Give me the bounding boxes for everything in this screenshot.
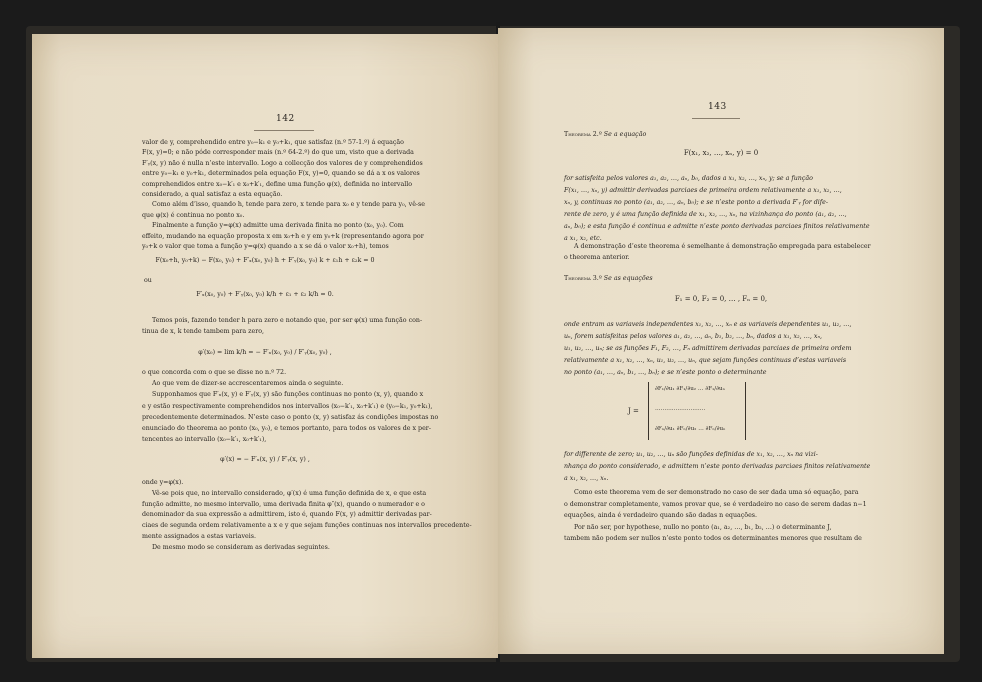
theorem-3-label: Theorema 3.º <box>564 275 602 282</box>
text-line: xₙ, y, continuas no ponto (a₁, a₂, …, aₙ, b₀); e se n’este ponto a derivada F′ᵧ for dife- <box>564 199 828 206</box>
text-line: Como além d’isso, quando h, tende para zero, x tende para x₀ e y tende para y₀, vê-se <box>152 201 426 209</box>
text-line: comprehendidos entre x₀−k′₁ e x₀+k′₁, define uma função φ(x), definida no intervallo <box>142 180 413 188</box>
text-line: Supponhamos que F′ₓ(x, y) e F′ᵧ(x, y) são funções continuas no ponto (x, y), quando x <box>152 391 424 399</box>
determinant-label: J = <box>628 407 639 415</box>
text-line: effeito, mudando na equação proposta x em x₀+h e y em y₀+k (representando agora por <box>142 232 424 240</box>
text-line: considerado, a qual satisfaz a esta equação. <box>142 191 283 198</box>
text-line: Por não ser, por hypothese, nullo no ponto (a₁, a₂, …, b₁, b₂, …) o determinante J, <box>574 523 832 531</box>
text-ou: ou <box>144 277 152 284</box>
text-line: Como este theorema vem de ser demonstrado no caso de ser dada uma só equação, para <box>574 489 859 496</box>
theorem-3-heading <box>564 276 653 282</box>
determinant-row: ∂Fₙ/∂u₁ ∂Fₙ/∂u₂ … ∂Fₙ/∂uₙ <box>655 426 726 432</box>
theorem-2-label: Theorema 2.º <box>564 131 602 138</box>
page-number-left: 142 <box>276 114 295 124</box>
determinant-row: ……………………… <box>655 406 706 412</box>
text-line: tambem não podem ser nullos n’este ponto todos os determinantes menores que resultam de <box>564 535 862 542</box>
text-line: F(x, y)=0; e não póde corresponder mais (n.º 64-2.º) do que um, visto que a derivada <box>142 149 414 157</box>
text-line: valor de y, comprehendido entre y₀−k₁ e y₀+k₁, que satisfaz (n.º 57-1.º) á equação <box>142 139 404 146</box>
equation-t3: F₁ = 0, F₂ = 0, … , Fₙ = 0, <box>674 295 768 303</box>
left-page <box>32 34 498 658</box>
text-line: F′ᵧ(x, y) não é nulla n’este intervallo. Logo a collecção dos valores de y comprehendidos <box>142 159 423 167</box>
theorem-2-intro: Se a equação <box>603 131 647 138</box>
text-line: no ponto (a₁, …, aₙ, b₁, …, bₙ); e se n’este ponto o determinante <box>564 369 767 376</box>
text-line: a x₁, x₂, etc. <box>564 235 602 242</box>
text-line: uₙ, forem satisfeitas pelos valores a₁, a₂, …, aₙ, b₁, b₂, …, bₙ, dados a x₁, x₂, …, xₙ, <box>564 333 823 340</box>
equation-2: F′ₓ(x₀, y₀) + F′ᵧ(x₀, y₀) k/h + ε₁ + ε₂ k/h = 0. <box>196 291 334 298</box>
text-line: tencentes ao intervallo (x₀−k′₁, x₀+k′₁), <box>142 436 267 444</box>
determinant-matrix <box>648 382 746 440</box>
theorem-2-heading <box>564 132 646 138</box>
text-line: y₀+k o valor que toma a função y=φ(x) quando a x se dá o valor x₀+h), temos <box>142 243 389 250</box>
text-line: for differente de zero; u₁, u₂, …, uₙ são funções definidas de x₁, x₂, …, xₙ na vizi- <box>564 451 818 458</box>
text-line: o theorema anterior. <box>564 254 630 261</box>
text-line: Vê-se pois que, no intervallo considerado, φ′(x) é uma função definida de x, e que esta <box>152 489 427 497</box>
equation-t2: F(x₁, x₂, …, xₙ, y) = 0 <box>683 149 759 157</box>
text-line: Finalmente a função y=φ(x) admitte uma derivada finita no ponto (x₀, y₀). Com <box>152 222 404 230</box>
page-number-right: 143 <box>708 102 727 112</box>
equation-4: φ′(x) = − F′ₓ(x, y) / F′ᵧ(x, y) , <box>220 456 310 463</box>
text-line: Temos pois, fazendo tender h para zero e notando que, por ser φ(x) uma função con- <box>152 317 423 324</box>
text-line: De mesmo modo se consideram as derivadas seguintes. <box>152 543 330 551</box>
text-line: u₁, u₂, …, uₙ; se as funções F₁, F₂, …, Fₙ admittirem derivadas parciaes de primeira ordem <box>564 345 852 352</box>
text-line: e y estão respectivamente comprehendidos nos intervallos (x₀−k′₁, x₀+k′₁) e (y₀−k₁, y₀+k₁), <box>142 402 433 410</box>
text-line: entre y₀−k₁ e y₀+k₁, determinados pela equação F(x, y)=0, quando se dá a x os valores <box>142 170 420 178</box>
right-page <box>498 28 944 654</box>
text-line: F(x₁, …, xₙ, y) admittir derivadas parciaes de primeira ordem relativamente a x₁, x₂, …, <box>564 187 842 194</box>
text-line: onde y=φ(x). <box>142 479 184 486</box>
text-line: enunciado do theorema ao ponto (x₀, y₀), e temos portanto, para todos os valores de x per- <box>142 425 431 432</box>
page-number-rule <box>692 118 740 119</box>
text-line: onde entram as variaveis independentes x₁, x₂, …, xₙ e as variaveis dependentes u₁, u₂, …, <box>564 321 852 328</box>
text-line: A demonstração d’este theorema é semelhante á demonstração empregada para estabelecer <box>574 243 871 250</box>
text-line: for satisfeita pelos valores a₁, a₂, …, aₙ, b₀, dados a x₁, x₂, …, xₙ, y; se a função <box>564 175 813 182</box>
text-line: ciaes de segunda ordem relativamente a x e y que sejam funções continuas nos intervallos precedente- <box>142 522 472 530</box>
text-line: o demonstrar completamente, vamos provar que, se é verdadeiro no caso de serem dadas n−1 <box>564 500 867 508</box>
text-line: rente de zero, y é uma função definida de x₁, x₂, …, xₙ, na vizinhança do ponto (a₁, a₂, …, <box>564 211 847 218</box>
theorem-3-intro: Se as equações <box>603 275 653 282</box>
text-line: relativamente a x₁, x₂, …, xₙ, u₁, u₂, …, uₙ, que sejam funções continuas d’estas variaveis <box>564 357 847 364</box>
text-line: a x₁, x₂, …, xₙ. <box>564 475 609 482</box>
determinant-row: ∂F₁/∂u₁ ∂F₁/∂u₂ … ∂F₁/∂uₙ <box>655 386 726 392</box>
text-line: denominador da sua expressão a admittirem, isto é, quando F(x, y) admittir derivadas par- <box>142 511 432 519</box>
text-line: Ao que vem de dizer-se accrescentaremos ainda o seguinte. <box>152 380 344 388</box>
text-line: função admitte, no mesmo intervallo, uma derivada finita φ″(x), quando o numerador e o <box>142 500 425 508</box>
text-line: precedentemente determinados. N’este caso o ponto (x, y) satisfaz ás condições impostas no <box>142 413 439 421</box>
text-line: nhança do ponto considerado, e admittem n’este ponto derivadas parciaes finitos relativamente <box>564 463 871 470</box>
text-line: equações, ainda é verdadeiro quando são dadas n equações. <box>564 512 758 519</box>
text-line: mente assignados a estas variaveis. <box>142 533 256 540</box>
text-line: o que concorda com o que se disse no n.º 72. <box>142 369 287 376</box>
text-line: que φ(x) é continua no ponto x₀. <box>142 211 245 219</box>
equation-1: F(x₀+h, y₀+k) − F(x₀, y₀) + F′ₓ(x₀, y₀) h + F′ᵧ(x₀, y₀) k + ε₁h + ε₂k = 0 <box>155 257 375 264</box>
page-number-rule <box>254 130 314 131</box>
text-line: tinua de x, k tende tambem para zero, <box>142 328 264 335</box>
text-line: aₙ, b₀); e esta função é continua e admitte n’este ponto derivadas parciaes finitos relativamente <box>564 223 870 230</box>
equation-3: φ′(x₀) = lim k/h = − F′ₓ(x₀, y₀) / F′ᵧ(x₀, y₀) , <box>198 349 332 356</box>
